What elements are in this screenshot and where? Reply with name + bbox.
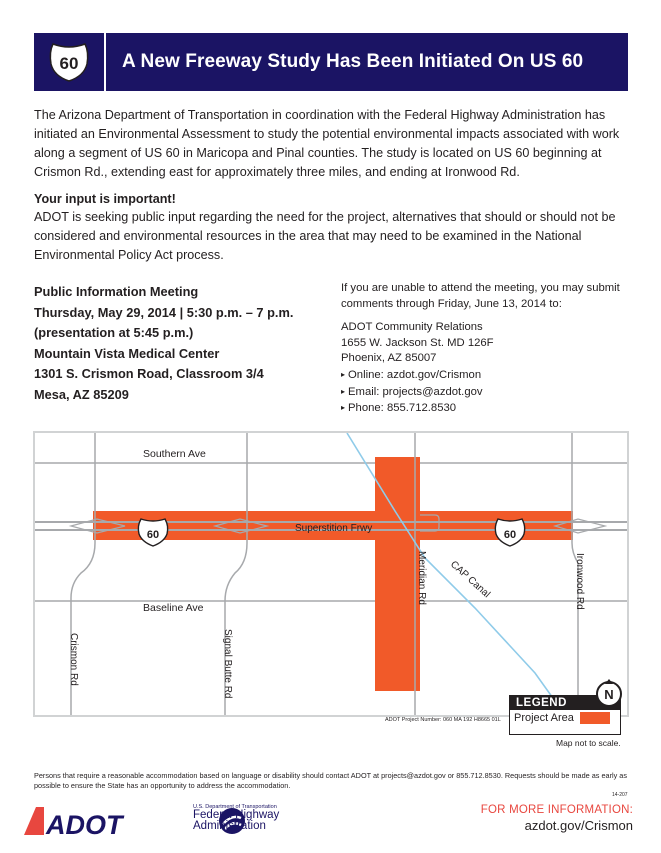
label-cap-canal: CAP Canal [447, 559, 492, 601]
project-area-vertical [375, 457, 420, 691]
meeting-city: Mesa, AZ 85209 [34, 386, 129, 402]
intro-paragraph: The Arizona Department of Transportation in coordination with the Federal Highway Administration has initiated an Environmental Assessment to study the potential environmental impacts associated with work along a segment of US 60 in Maricopa and Pinal counties. The study is located on US 60 beginning at Crismon Rd., extending east for approximately three miles, and ending at Ironwood Rd. [34, 108, 620, 179]
bullet-icon: ▸ [341, 386, 346, 396]
project-number: ADOT Project Number: 060 MA 192 H8665 01L [385, 717, 501, 723]
bullet-icon: ▸ [341, 403, 346, 413]
banner-shield-number: 60 [59, 54, 79, 73]
label-signal-butte-rd: Signal Butte Rd [222, 629, 233, 699]
legend-title: LEGEND [510, 696, 620, 710]
meeting-details [34, 282, 334, 405]
input-paragraph: ADOT is seeking public input regarding the need for the project, alternatives that should or should not be considered and environmental resources in the area that may need to be examined in the National Environmental Policy Act process. [34, 210, 616, 262]
north-arrow-icon [594, 678, 624, 708]
bullet-icon: ▸ [341, 369, 346, 379]
map-shield-right-number: 60 [503, 529, 517, 541]
map-canvas [35, 433, 627, 715]
adot-logo-text: ADOT [46, 810, 123, 839]
comments-city: Phoenix, AZ 85007 [341, 352, 437, 365]
fhwa-name [193, 810, 279, 832]
more-information [481, 804, 633, 833]
us-60-shield-icon [34, 33, 106, 91]
comments-phone: ▸ Phone: 855.712.8530 [341, 402, 457, 415]
legend-row [510, 710, 620, 726]
accommodation-disclaimer: Persons that require a reasonable accommodation based on language or disability should contact ADOT at projects@azdot.gov or 855.712.8530. Requests should be made as early as possible to ensure the State has an opportunity to address the accommodation. [34, 771, 628, 790]
input-heading: Your input is important! [34, 192, 176, 206]
meeting-date-time: Thursday, May 29, 2014 | 5:30 p.m. – 7 p.m. [34, 304, 294, 320]
label-crismon-rd: Crismon Rd [68, 633, 79, 686]
legend-swatch [580, 712, 610, 724]
comments-info [341, 281, 641, 417]
adot-logo [22, 803, 142, 839]
label-baseline-ave: Baseline Ave [143, 602, 204, 614]
north-label: N [604, 687, 614, 702]
label-southern-ave: Southern Ave [143, 448, 206, 460]
label-meridian-rd: Meridian Rd [416, 551, 427, 605]
comments-intro-line2: comments through Friday, June 13, 2014 to: [341, 297, 562, 310]
fhwa-department: U.S. Department of Transportation [193, 804, 277, 810]
title-banner [34, 33, 628, 91]
comments-online-link[interactable]: ▸ Online: azdot.gov/Crismon [341, 368, 482, 381]
more-info-label: FOR MORE INFORMATION: [480, 804, 633, 816]
meeting-address: 1301 S. Crismon Road, Classroom 3/4 [34, 366, 264, 381]
meeting-title: Public Information Meeting [34, 284, 199, 299]
comments-org: ADOT Community Relations [341, 321, 483, 334]
project-map [33, 431, 629, 717]
more-info-link[interactable]: azdot.gov/Crismon [524, 818, 633, 833]
fhwa-name-line2: Administration [193, 820, 266, 832]
label-superstition-frwy: Superstition Frwy [295, 523, 373, 534]
comments-intro-line1: If you are unable to attend the meeting, you may submit [341, 282, 620, 294]
not-to-scale-note: Map not to scale. [556, 738, 621, 748]
map-shield-left-number: 60 [146, 529, 160, 541]
meeting-venue: Mountain Vista Medical Center [34, 345, 220, 361]
fhwa-name-line1: Federal Highway [193, 809, 280, 821]
meeting-presentation: (presentation at 5:45 p.m.) [34, 325, 194, 340]
page-title: A New Freeway Study Has Been Initiated On US 60 [122, 51, 584, 72]
document-code: 14-207 [612, 792, 628, 798]
label-ironwood-rd: Ironwood Rd [574, 553, 585, 610]
comments-street: 1655 W. Jackson St. MD 126F [341, 336, 494, 349]
comments-email-link[interactable]: ▸ Email: projects@azdot.gov [341, 385, 483, 398]
legend-item-label: Project Area [514, 712, 574, 724]
